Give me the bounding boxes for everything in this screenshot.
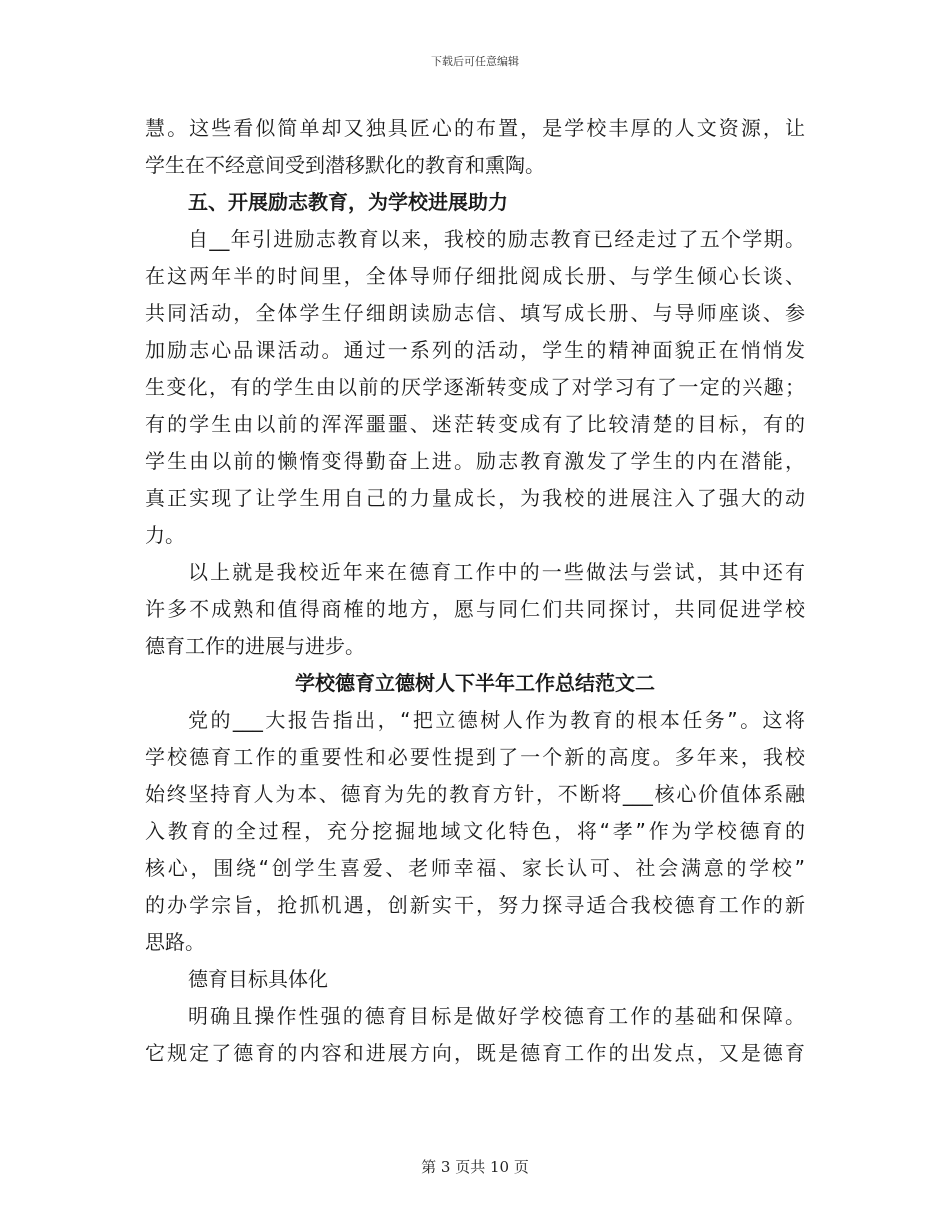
text-line: 自__年引进励志教育以来，我校的励志教育已经走过了五个学期。 <box>188 227 805 251</box>
text-line: 思路。 <box>145 930 205 954</box>
text-line: 始终坚持育人为本、德育为先的教育方针，不断将___核心价值体系融 <box>145 782 805 806</box>
section-heading: 五、开展励志教育，为学校进展助力 <box>188 190 508 214</box>
text-line: 德育工作的进展与进步。 <box>145 634 365 658</box>
page-header: 下载后可任意编辑 <box>431 55 519 68</box>
text-line: 明确且操作性强的德育目标是做好学校德育工作的基础和保障。 <box>188 1004 805 1028</box>
text-line: 真正实现了让学生用自己的力量成长，为我校的进展注入了强大的动 <box>145 486 805 510</box>
text-line: 生变化，有的学生由以前的厌学逐渐转变成了对学习有了一定的兴趣； <box>145 375 805 399</box>
text-line: 有的学生由以前的浑浑噩噩、迷茫转变成有了比较清楚的目标，有的 <box>145 412 805 436</box>
text-line: 共同活动，全体学生仔细朗读励志信、填写成长册、与导师座谈、参 <box>145 301 805 325</box>
document-body <box>145 110 805 1072</box>
subsection-heading: 德育目标具体化 <box>188 967 328 991</box>
text-line: 在这两年半的时间里，全体导师仔细批阅成长册、与学生倾心长谈、 <box>145 264 805 288</box>
text-line: 以上就是我校近年来在德育工作中的一些做法与尝试，其中还有 <box>188 560 805 584</box>
text-line: 加励志心品课活动。通过一系列的活动，学生的精神面貌正在悄悄发 <box>145 338 805 362</box>
text-line: 学生在不经意间受到潜移默化的教育和熏陶。 <box>145 153 545 177</box>
text-line: 的办学宗旨，抢抓机遇，创新实干，努力探寻适合我校德育工作的新 <box>145 893 805 917</box>
text-line: 核心，围绕“创学生喜爱、老师幸福、家长认可、社会满意的学校” <box>145 856 805 880</box>
text-line: 力。 <box>145 523 185 547</box>
page-footer: 第 3 页共 10 页 <box>421 1158 529 1176</box>
text-line: 学生由以前的懒惰变得勤奋上进。励志教育激发了学生的内在潜能， <box>145 449 805 473</box>
text-line: 学校德育工作的重要性和必要性提到了一个新的高度。多年来，我校 <box>145 745 805 769</box>
article-title: 学校德育立德树人下半年工作总结范文二 <box>295 671 655 695</box>
text-line: 党的___大报告指出，“把立德树人作为教育的根本任务”。这将 <box>188 708 805 732</box>
text-line: 入教育的全过程，充分挖掘地域文化特色，将“孝”作为学校德育的 <box>145 819 805 843</box>
text-line: 它规定了德育的内容和进展方向，既是德育工作的出发点，又是德育 <box>145 1041 805 1065</box>
text-line: 许多不成熟和值得商榷的地方，愿与同仁们共同探讨，共同促进学校 <box>145 597 805 621</box>
text-line: 慧。这些看似简单却又独具匠心的布置，是学校丰厚的人文资源，让 <box>145 116 805 140</box>
